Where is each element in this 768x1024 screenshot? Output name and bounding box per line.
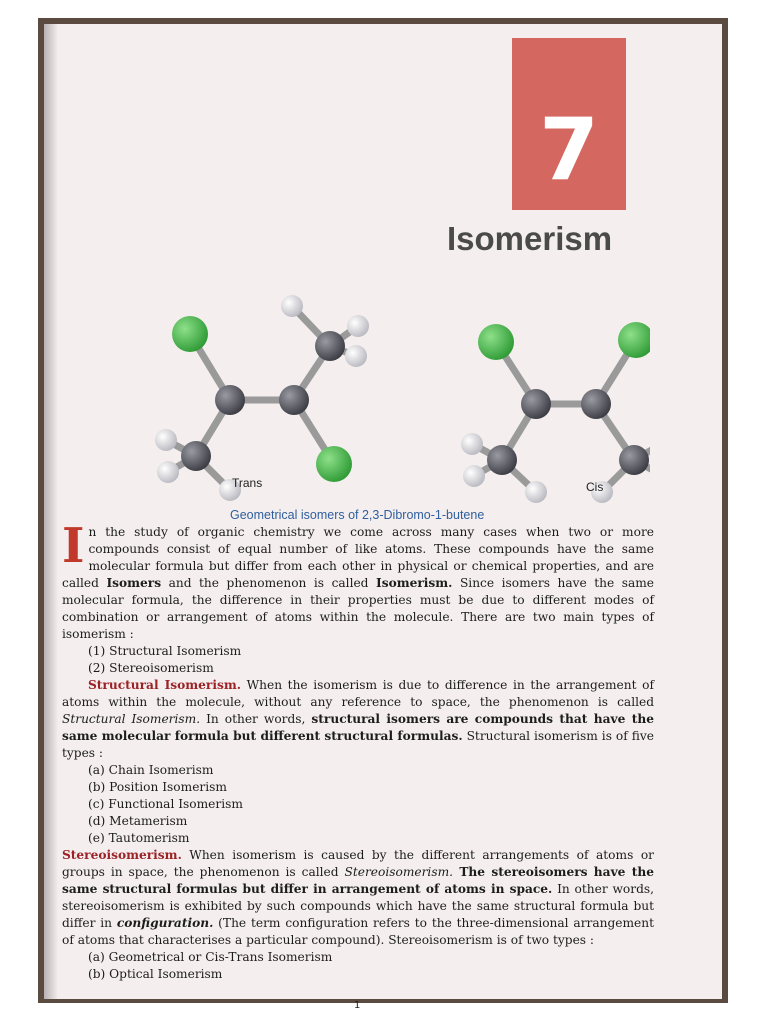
stereo-italic: Stereoisomerism.	[344, 865, 454, 879]
structural-types-list	[88, 762, 654, 847]
body-text	[62, 518, 654, 983]
hydrogen-atom	[155, 429, 177, 451]
hydrogen-atom	[345, 345, 367, 367]
figure-caption: Geometrical isomers of 2,3-Dibromo-1-butene	[230, 508, 485, 522]
carbon-atom	[279, 385, 309, 415]
hydrogen-atom	[463, 465, 485, 487]
structural-text: Structural isomerism is of five types :	[62, 729, 654, 760]
chapter-title: Isomerism	[447, 220, 613, 257]
trans-label: Trans	[232, 476, 263, 490]
list-item: (2) Stereoisomerism	[88, 661, 214, 675]
term-configuration: configuration.	[116, 916, 214, 930]
bromine-atom	[478, 324, 514, 360]
page-number: 1	[354, 1000, 361, 1011]
term-isomers: Isomers	[106, 576, 162, 590]
carbon-atom	[619, 445, 649, 475]
structural-text: When the isomerism is due to difference in the arrangement of atoms within the molecule, without any reference to space, the phenomenon is called	[62, 678, 654, 709]
carbon-atom	[315, 331, 345, 361]
stereo-paragraph	[62, 847, 654, 949]
bromine-atom	[172, 316, 208, 352]
chapter-number: 7	[539, 100, 599, 200]
cis-label: Cis	[586, 480, 604, 494]
book-page	[44, 24, 722, 999]
stereo-definition: The stereoisomers have the same structural formulas but differ in arrangement of atoms in space.	[62, 865, 654, 896]
stereo-text: In other words, stereoisomerism is exhibited by such compounds which have the same structural formula but differ in	[62, 882, 654, 930]
stereo-heading: Stereoisomerism.	[62, 848, 182, 862]
page-gutter-shadow	[44, 24, 58, 999]
intro-paragraph	[62, 518, 654, 643]
main-types-list	[88, 643, 654, 677]
structural-text: In other words,	[200, 712, 312, 726]
intro-text: Since isomers have the same molecular formula, the difference in their properties must be due to different modes of combination or arrangement of atoms within the molecule. There are two main types of isomerism :	[62, 576, 654, 641]
structural-definition: structural isomers are compounds that have the same molecular formula but different structural formulas.	[62, 712, 654, 743]
bromine-atom	[618, 322, 650, 358]
molecule-figure	[110, 264, 650, 504]
carbon-atom	[581, 389, 611, 419]
list-item: (b) Optical Isomerism	[88, 967, 223, 981]
hydrogen-atom	[347, 315, 369, 337]
stereo-text: When isomerism is caused by the different arrangements of atoms or groups in space, the phenomenon is called	[62, 848, 654, 879]
dropcap: I	[62, 518, 85, 574]
list-item: (a) Chain Isomerism	[88, 763, 214, 777]
list-item: (e) Tautomerism	[88, 831, 190, 845]
stereo-types-list	[88, 949, 654, 983]
hydrogen-atom	[525, 481, 547, 503]
carbon-atom	[487, 445, 517, 475]
carbon-atom	[521, 389, 551, 419]
stereo-text: (The term configuration refers to the three-dimensional arrangement of atoms that characterises a particular compound). Stereoisomerism is of two types :	[62, 916, 654, 947]
structural-italic: Structural Isomerism.	[62, 712, 201, 726]
hydrogen-atom	[281, 295, 303, 317]
carbon-atom	[181, 441, 211, 471]
carbon-atom	[215, 385, 245, 415]
list-item: (1) Structural Isomerism	[88, 644, 242, 658]
structural-heading: Structural Isomerism.	[88, 678, 241, 692]
hydrogen-atom	[157, 461, 179, 483]
intro-text: and the phenomenon is called	[161, 576, 377, 590]
list-item: (a) Geometrical or Cis-Trans Isomerism	[88, 950, 333, 964]
chapter-number-box	[512, 38, 626, 210]
structural-paragraph	[62, 677, 654, 762]
hydrogen-atom	[461, 433, 483, 455]
list-item: (d) Metamerism	[88, 814, 188, 828]
list-item: (c) Functional Isomerism	[88, 797, 243, 811]
term-isomerism: Isomerism.	[376, 576, 453, 590]
bromine-atom	[316, 446, 352, 482]
intro-text: n the study of organic chemistry we come across many cases when two or more compounds consist of equal number of like atoms. These compounds have the same molecular formula but differ from each other in physical or chemical properties, and are called	[62, 525, 654, 590]
list-item: (b) Position Isomerism	[88, 780, 227, 794]
